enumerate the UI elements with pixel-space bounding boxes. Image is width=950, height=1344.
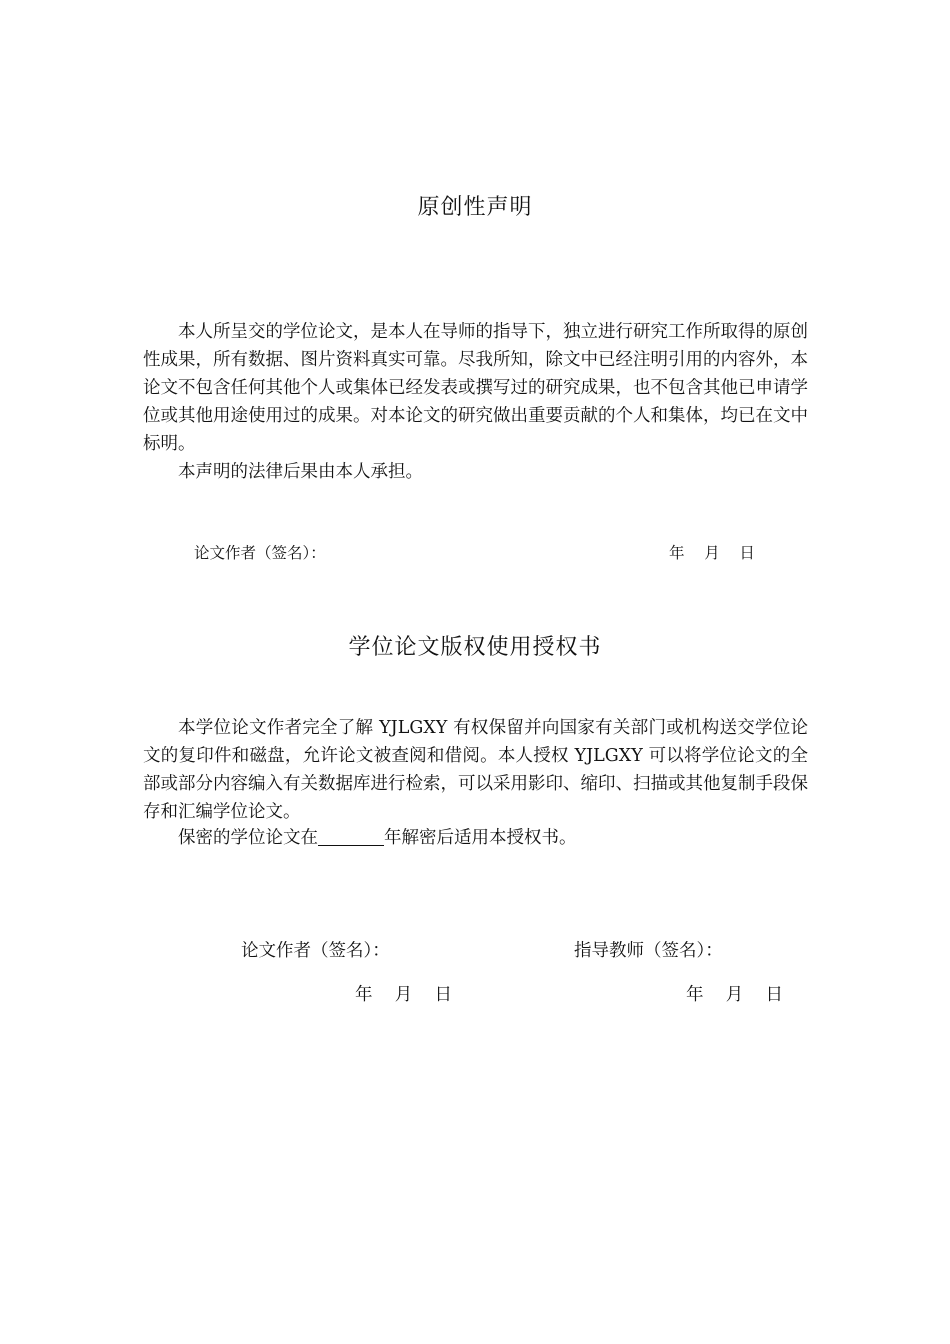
authorization-paragraph-1: 本学位论文作者完全了解 YJLGXY 有权保留并向国家有关部门或机构送交学位论文的复印件和磁盘，允许论文被查阅和借阅。本人授权 YJLGXY 可以将学位论文的全部或部分内容编入有关数据库进行检索，可以采用影印、缩印、扫描或其他复制手段保存和汇编学位论文。	[143, 718, 808, 822]
originality-title: 原创性声明	[417, 195, 533, 220]
authorization-paragraph-2-suffix: 年解密后适用本授权书。	[384, 828, 577, 848]
originality-date-label: 年 月 日	[669, 544, 755, 562]
authorization-advisor-date-label: 年 月 日	[686, 985, 784, 1005]
authorization-author-signature-label: 论文作者（签名）：	[241, 941, 390, 961]
authorization-paragraph-2-prefix: 保密的学位论文在	[178, 828, 318, 848]
originality-paragraph-2: 本声明的法律后果由本人承担。	[178, 462, 423, 482]
authorization-paragraph-2	[143, 824, 808, 852]
authorization-title: 学位论文版权使用授权书	[348, 635, 602, 660]
authorization-author-date-label: 年 月 日	[355, 985, 453, 1005]
authorization-advisor-signature-label: 指导教师（签名）：	[574, 941, 723, 961]
originality-author-signature-label: 论文作者（签名）：	[194, 544, 326, 562]
originality-paragraph-1: 本人所呈交的学位论文，是本人在导师的指导下，独立进行研究工作所取得的原创性成果，所有数据、图片资料真实可靠。尽我所知，除文中已经注明引用的内容外，本论文不包含任何其他个人或集体已经发表或撰写过的研究成果，也不包含其他已申请学位或其他用途使用过的成果。对本论文的研究做出重要贡献的个人和集体，均已在文中标明。	[143, 322, 808, 454]
year-blank	[318, 827, 384, 846]
